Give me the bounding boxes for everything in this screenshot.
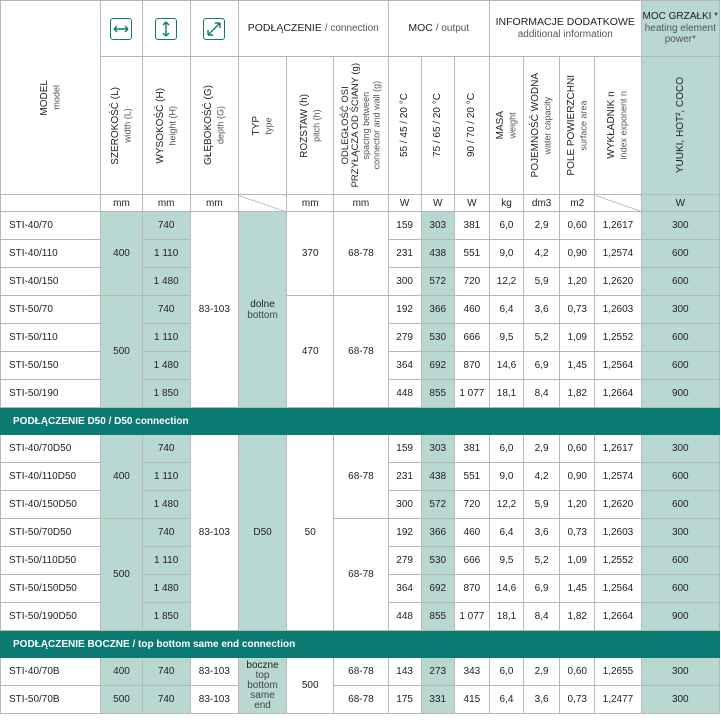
output-75-cell: 366	[421, 296, 454, 324]
width-cell: 500	[101, 519, 142, 631]
header-output-group: MOC / output	[388, 1, 489, 57]
mass-cell: 12,2	[489, 268, 523, 296]
table-row	[1, 519, 720, 547]
height-cell: 1 110	[142, 324, 190, 352]
height-cell: 740	[142, 296, 190, 324]
unit-surface: m2	[560, 195, 595, 212]
header-width: SZEROKOŚĆ (L) width (L)	[101, 57, 142, 195]
section-side	[1, 631, 720, 658]
height-cell: 1 480	[142, 268, 190, 296]
unit-w2: W	[421, 195, 454, 212]
water-cell: 8,4	[524, 603, 560, 631]
exponent-cell: 1,2564	[595, 575, 641, 603]
spacing-cell: 68-78	[334, 686, 388, 714]
model-cell: STI-50/110D50	[1, 547, 101, 575]
exponent-cell: 1,2574	[595, 463, 641, 491]
heater-cell: 300	[641, 435, 719, 463]
height-cell: 1 110	[142, 547, 190, 575]
model-cell: STI-50/190D50	[1, 603, 101, 631]
output-55-cell: 279	[388, 547, 421, 575]
depth-cell: 83-103	[190, 435, 238, 631]
type-pl: dolne	[250, 298, 275, 310]
depth-cell: 83-103	[190, 686, 238, 714]
surface-cell: 0,90	[560, 240, 595, 268]
exponent-cell: 1,2564	[595, 352, 641, 380]
header-heater: YUUKI, HOT², COCO	[641, 57, 719, 195]
water-cell: 3,6	[524, 296, 560, 324]
output-55-cell: 300	[388, 491, 421, 519]
model-cell: STI-40/70D50	[1, 435, 101, 463]
output-75-cell: 530	[421, 324, 454, 352]
output-90-cell: 1 077	[454, 603, 489, 631]
unit-exponent	[595, 195, 641, 212]
surface-cell: 0,90	[560, 463, 595, 491]
output-90-cell: 415	[454, 686, 489, 714]
output-55-cell: 143	[388, 658, 421, 686]
width-cell: 500	[101, 296, 142, 408]
width-cell: 400	[101, 212, 142, 296]
pitch-cell: 370	[287, 212, 334, 296]
output-55-cell: 300	[388, 268, 421, 296]
surface-cell: 1,09	[560, 547, 595, 575]
output-55-cell: 279	[388, 324, 421, 352]
header-temp-90: 90 / 70 / 20 °C	[454, 57, 489, 195]
water-cell: 3,6	[524, 686, 560, 714]
exponent-cell: 1,2617	[595, 212, 641, 240]
surface-cell: 1,45	[560, 575, 595, 603]
mass-cell: 14,6	[489, 575, 523, 603]
section-d50	[1, 408, 720, 435]
height-cell: 740	[142, 686, 190, 714]
table-row	[1, 435, 720, 463]
header-height: WYSOKOŚĆ (H) height (H)	[142, 57, 190, 195]
output-75-cell: 273	[421, 658, 454, 686]
output-55-cell: 175	[388, 686, 421, 714]
exponent-cell: 1,2603	[595, 519, 641, 547]
output-90-cell: 381	[454, 435, 489, 463]
output-90-cell: 1 077	[454, 380, 489, 408]
pitch-cell: 50	[287, 435, 334, 631]
depth-cell: 83-103	[190, 212, 238, 408]
group-side	[1, 658, 720, 714]
mass-cell: 6,4	[489, 296, 523, 324]
height-icon-cell	[142, 1, 190, 57]
heater-cell: 300	[641, 212, 719, 240]
section-title-side: PODŁĄCZENIE BOCZNE / top bottom same end connection	[1, 631, 720, 658]
heater-cell: 600	[641, 491, 719, 519]
exponent-cell: 1,2552	[595, 324, 641, 352]
water-cell: 5,2	[524, 547, 560, 575]
exponent-cell: 1,2664	[595, 603, 641, 631]
exponent-cell: 1,2552	[595, 547, 641, 575]
water-cell: 3,6	[524, 519, 560, 547]
exponent-cell: 1,2664	[595, 380, 641, 408]
unit-width: mm	[101, 195, 142, 212]
surface-cell: 1,82	[560, 603, 595, 631]
spacing-cell: 68-78	[334, 212, 388, 296]
exponent-cell: 1,2655	[595, 658, 641, 686]
model-cell: STI-50/190	[1, 380, 101, 408]
output-55-cell: 448	[388, 603, 421, 631]
height-cell: 740	[142, 519, 190, 547]
output-75-cell: 438	[421, 240, 454, 268]
table-row	[1, 658, 720, 686]
spacing-cell: 68-78	[334, 519, 388, 631]
output-55-cell: 192	[388, 519, 421, 547]
width-cell: 400	[101, 435, 142, 519]
water-cell: 2,9	[524, 658, 560, 686]
output-90-cell: 870	[454, 575, 489, 603]
water-cell: 8,4	[524, 380, 560, 408]
output-75-cell: 303	[421, 435, 454, 463]
model-cell: STI-50/70B	[1, 686, 101, 714]
unit-w3: W	[454, 195, 489, 212]
height-cell: 1 480	[142, 491, 190, 519]
type-pl: boczne	[246, 659, 279, 671]
mass-cell: 9,0	[489, 463, 523, 491]
depth-icon-cell	[190, 1, 238, 57]
type-en: end	[254, 699, 271, 711]
vertical-arrow-icon	[155, 18, 177, 40]
model-cell: STI-40/110D50	[1, 463, 101, 491]
model-cell: STI-50/150	[1, 352, 101, 380]
water-cell: 2,9	[524, 212, 560, 240]
output-90-cell: 343	[454, 658, 489, 686]
output-55-cell: 159	[388, 435, 421, 463]
water-cell: 5,9	[524, 491, 560, 519]
height-cell: 740	[142, 435, 190, 463]
exponent-cell: 1,2574	[595, 240, 641, 268]
unit-spacing: mm	[334, 195, 388, 212]
header-mass: MASA weight	[489, 57, 523, 195]
water-cell: 6,9	[524, 352, 560, 380]
surface-cell: 0,60	[560, 435, 595, 463]
exponent-cell: 1,2477	[595, 686, 641, 714]
header-info-group: INFORMACJE DODATKOWE additional information	[489, 1, 641, 57]
height-cell: 1 850	[142, 603, 190, 631]
heater-cell: 600	[641, 547, 719, 575]
unit-heater: W	[641, 195, 719, 212]
output-75-cell: 855	[421, 380, 454, 408]
spacing-cell: 68-78	[334, 658, 388, 686]
type-cell: D50	[238, 435, 286, 631]
mass-cell: 9,0	[489, 240, 523, 268]
mass-cell: 12,2	[489, 491, 523, 519]
heater-cell: 900	[641, 380, 719, 408]
unit-pitch: mm	[287, 195, 334, 212]
output-90-cell: 551	[454, 240, 489, 268]
model-cell: STI-40/150D50	[1, 491, 101, 519]
unit-type	[238, 195, 286, 212]
unit-height: mm	[142, 195, 190, 212]
model-cell: STI-40/70B	[1, 658, 101, 686]
table-row	[1, 686, 720, 714]
surface-cell: 0,60	[560, 212, 595, 240]
height-cell: 1 110	[142, 463, 190, 491]
header-exponent: WYKŁADNIK n index exponent n	[595, 57, 641, 195]
header-surface: POLE POWIERZCHNI surface area	[560, 57, 595, 195]
heater-cell: 300	[641, 296, 719, 324]
header-model: MODEL model	[1, 1, 101, 195]
exponent-cell: 1,2603	[595, 296, 641, 324]
height-cell: 1 110	[142, 240, 190, 268]
surface-cell: 0,60	[560, 658, 595, 686]
header-temp-75: 75 / 65 / 20 °C	[421, 57, 454, 195]
unit-depth: mm	[190, 195, 238, 212]
pitch-cell: 470	[287, 296, 334, 408]
mass-cell: 14,6	[489, 352, 523, 380]
output-90-cell: 666	[454, 324, 489, 352]
header-type: TYP type	[238, 57, 286, 195]
output-75-cell: 438	[421, 463, 454, 491]
output-90-cell: 551	[454, 463, 489, 491]
output-90-cell: 720	[454, 491, 489, 519]
spacing-cell: 68-78	[334, 435, 388, 519]
height-cell: 1 480	[142, 352, 190, 380]
model-cell: STI-50/110	[1, 324, 101, 352]
height-cell: 740	[142, 658, 190, 686]
output-75-cell: 303	[421, 212, 454, 240]
section-title-d50: PODŁĄCZENIE D50 / D50 connection	[1, 408, 720, 435]
output-75-cell: 530	[421, 547, 454, 575]
output-75-cell: 572	[421, 268, 454, 296]
water-cell: 5,9	[524, 268, 560, 296]
output-55-cell: 448	[388, 380, 421, 408]
model-cell: STI-40/110	[1, 240, 101, 268]
surface-cell: 1,45	[560, 352, 595, 380]
depth-cell: 83-103	[190, 658, 238, 686]
mass-cell: 9,5	[489, 547, 523, 575]
heater-cell: 300	[641, 519, 719, 547]
water-cell: 4,2	[524, 463, 560, 491]
exponent-cell: 1,2620	[595, 268, 641, 296]
heater-cell: 300	[641, 658, 719, 686]
height-cell: 1 850	[142, 380, 190, 408]
table-row	[1, 212, 720, 240]
output-75-cell: 692	[421, 352, 454, 380]
mass-cell: 9,5	[489, 324, 523, 352]
output-90-cell: 460	[454, 519, 489, 547]
surface-cell: 1,20	[560, 491, 595, 519]
output-75-cell: 366	[421, 519, 454, 547]
group-d50	[1, 435, 720, 631]
output-90-cell: 666	[454, 547, 489, 575]
output-90-cell: 720	[454, 268, 489, 296]
unit-mass: kg	[489, 195, 523, 212]
output-55-cell: 231	[388, 240, 421, 268]
output-55-cell: 364	[388, 352, 421, 380]
type-cell	[238, 658, 286, 714]
pitch-cell: 500	[287, 658, 334, 714]
type-en: bottom	[247, 679, 278, 691]
mass-cell: 6,4	[489, 519, 523, 547]
water-cell: 4,2	[524, 240, 560, 268]
heater-cell: 600	[641, 240, 719, 268]
header-connection-group: PODŁĄCZENIE / connection	[238, 1, 388, 57]
output-55-cell: 159	[388, 212, 421, 240]
width-cell: 400	[101, 658, 142, 686]
output-75-cell: 855	[421, 603, 454, 631]
header-depth: GŁĘBOKOŚĆ (G) depth (G)	[190, 57, 238, 195]
output-55-cell: 192	[388, 296, 421, 324]
mass-cell: 6,0	[489, 435, 523, 463]
water-cell: 5,2	[524, 324, 560, 352]
model-cell: STI-40/150	[1, 268, 101, 296]
group-bottom	[1, 212, 720, 408]
height-cell: 740	[142, 212, 190, 240]
output-90-cell: 381	[454, 212, 489, 240]
water-cell: 6,9	[524, 575, 560, 603]
model-cell: STI-50/70D50	[1, 519, 101, 547]
header-heating-group: MOC GRZAŁKI * heating element power*	[641, 1, 719, 57]
mass-cell: 18,1	[489, 380, 523, 408]
heater-cell: 600	[641, 575, 719, 603]
width-icon-cell	[101, 1, 142, 57]
header-water: POJEMNOŚĆ WODNA water capacity	[524, 57, 560, 195]
heater-cell: 600	[641, 463, 719, 491]
output-90-cell: 870	[454, 352, 489, 380]
units-row	[1, 195, 720, 212]
mass-cell: 6,4	[489, 686, 523, 714]
width-cell: 500	[101, 686, 142, 714]
surface-cell: 1,20	[560, 268, 595, 296]
header-temp-55: 55 / 45 / 20 °C	[388, 57, 421, 195]
exponent-cell: 1,2620	[595, 491, 641, 519]
diagonal-arrow-icon	[203, 18, 225, 40]
model-cell: STI-50/150D50	[1, 575, 101, 603]
output-55-cell: 231	[388, 463, 421, 491]
water-cell: 2,9	[524, 435, 560, 463]
header-spacing: ODLEGŁOŚĆ OSI PRZYŁĄCZA OD ŚCIANY (g) spacing between connector and wall (g)	[334, 57, 388, 195]
unit-w1: W	[388, 195, 421, 212]
heater-cell: 900	[641, 603, 719, 631]
model-cell: STI-50/70	[1, 296, 101, 324]
surface-cell: 0,73	[560, 296, 595, 324]
heater-cell: 600	[641, 324, 719, 352]
output-90-cell: 460	[454, 296, 489, 324]
output-55-cell: 364	[388, 575, 421, 603]
output-75-cell: 572	[421, 491, 454, 519]
exponent-cell: 1,2617	[595, 435, 641, 463]
heater-cell: 600	[641, 352, 719, 380]
spacing-cell: 68-78	[334, 296, 388, 408]
height-cell: 1 480	[142, 575, 190, 603]
surface-cell: 1,09	[560, 324, 595, 352]
type-en: top	[255, 669, 270, 681]
mass-cell: 6,0	[489, 658, 523, 686]
table-row	[1, 296, 720, 324]
surface-cell: 0,73	[560, 686, 595, 714]
output-75-cell: 331	[421, 686, 454, 714]
horizontal-arrow-icon	[110, 18, 132, 40]
header-pitch: ROZSTAW (h) pitch (h)	[287, 57, 334, 195]
heater-cell: 600	[641, 268, 719, 296]
type-en: bottom	[247, 309, 278, 321]
mass-cell: 6,0	[489, 212, 523, 240]
model-cell: STI-40/70	[1, 212, 101, 240]
heater-cell: 300	[641, 686, 719, 714]
surface-cell: 0,73	[560, 519, 595, 547]
surface-cell: 1,82	[560, 380, 595, 408]
unit-water: dm3	[524, 195, 560, 212]
type-cell	[238, 212, 286, 408]
output-75-cell: 692	[421, 575, 454, 603]
type-en: same	[250, 689, 275, 701]
mass-cell: 18,1	[489, 603, 523, 631]
